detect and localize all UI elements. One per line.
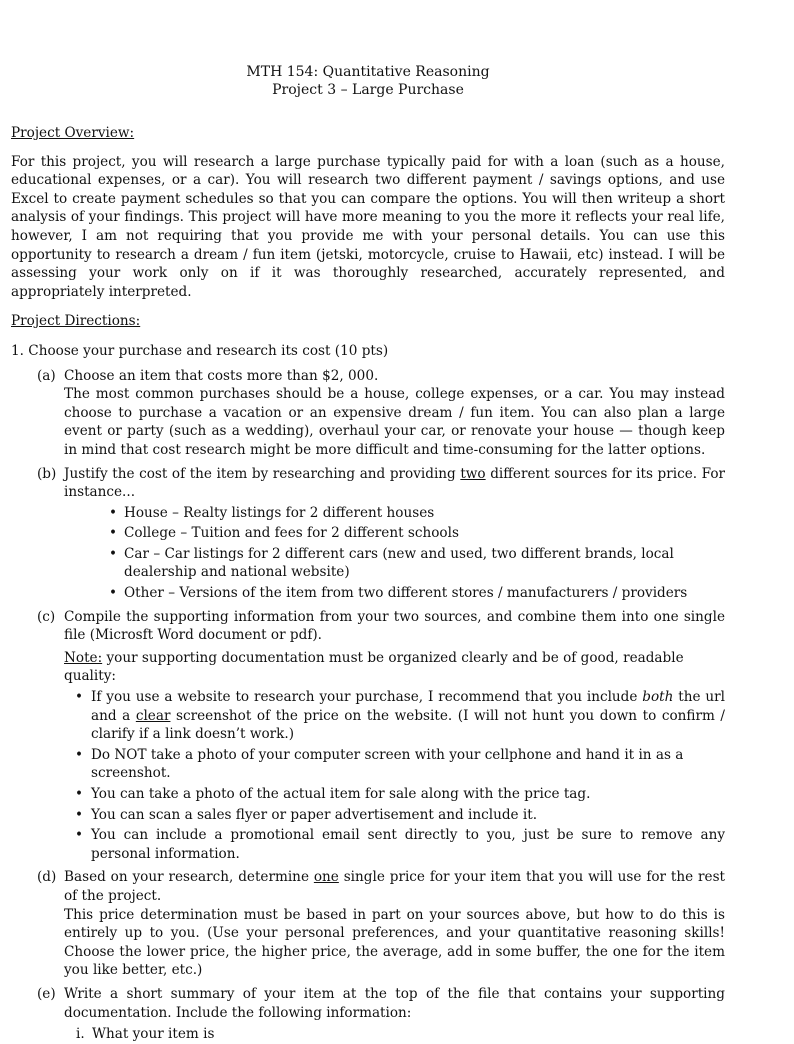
step-1c-note — [64, 649, 725, 686]
list-item — [64, 545, 725, 582]
bullet-text: Car – Car listings for 2 different cars (new and used, two different brands, local dealership and national website) — [124, 545, 674, 581]
step-1e-label: (e) — [37, 985, 56, 1002]
list-item — [64, 504, 725, 523]
bullet-text-emphasis: both — [642, 689, 674, 706]
course-title: MTH 154: Quantitative Reasoning — [246, 64, 490, 80]
step-1d-text-post: single price for your item that you will use for the rest of the project. — [64, 869, 726, 904]
step-1d-text2: This price determination must be based in part on your sources above, but how to do this is entirely up to you. (Use your personal preferences, and your quantitative reasoning skills! Choose the lower price, the higher price, the average, add in some buffer, the one for the item you like better, etc.) — [64, 906, 725, 979]
step-1b-text — [64, 465, 725, 502]
bullet-text-underlined: clear — [135, 707, 171, 724]
list-item — [64, 785, 725, 804]
step-1d-label: (d) — [37, 869, 57, 886]
step-1b — [11, 465, 725, 603]
bullet-text: College – Tuition and fees for 2 different schools — [124, 525, 459, 542]
step-1a-text: The most common purchases should be a house, college expenses, or a car. You may instead choose to purchase a vacation or an expensive dream / fun item. You can also plan a large event or party (such as a wedding), overhaul your car, or renovate your house — though keep in mind that cost research might be more difficult and time-consuming for the latter options. — [64, 386, 725, 458]
overview-paragraph: For this project, you will research a large purchase typically paid for with a loan (such as a house, educational expenses, or a car). You will research two different payment / savings options, and use Excel to create payment schedules so that you can compare the options. You will then writeup a short analysis of your findings. This project will have more meaning to you the more it reflects your real life, however, I am not requiring that you provide me with your personal details. You can use this opportunity to research a dream / fun item (jetski, motorcycle, cruise to Hawaii, etc) instead. I will be assessing your work only on if it was thoroughly researched, accurately represented, and appropriately interpreted. — [11, 153, 725, 300]
step-1a-line: Choose an item that costs more than $2, 000. — [64, 367, 379, 384]
bullet-text: Do NOT take a photo of your computer screen with your cellphone and hand it in as a screenshot. — [91, 746, 684, 782]
step-1c — [11, 608, 725, 864]
step-1a-label: (a) — [37, 367, 56, 384]
step-1-heading: 1. Choose your purchase and research its cost (10 pts) — [11, 342, 389, 359]
bullet-text: You can scan a sales flyer or paper advertisement and include it. — [91, 806, 538, 823]
list-item — [64, 806, 725, 825]
bullet-text: House – Realty listings for 2 different houses — [124, 504, 435, 521]
list-item — [64, 688, 725, 744]
step-1e-i-label: i. — [76, 1026, 85, 1043]
step-1c-text: Compile the supporting information from your two sources, and combine them into one single file (Microsft Word document or pdf). — [64, 608, 725, 644]
list-item — [64, 746, 725, 783]
step-1c-bullet-list — [64, 688, 725, 863]
document-title — [11, 63, 725, 99]
bullet-text: You can take a photo of the actual item for sale along with the price tag. — [91, 786, 591, 802]
bullet-icon: • — [109, 504, 118, 521]
step-1e-i — [64, 1025, 725, 1044]
step-1b-label: (b) — [37, 465, 57, 482]
step-1c-label: (c) — [37, 608, 56, 625]
note-text: your supporting documentation must be organized clearly and be of good, readable quality: — [64, 649, 684, 685]
note-label: Note: — [64, 649, 103, 666]
bullet-icon: • — [109, 545, 118, 562]
bullet-icon: • — [75, 806, 84, 823]
step-1b-text-post: different sources for its price. For instance... — [64, 465, 725, 501]
bullet-text: Other – Versions of the item from two different stores / manufacturers / providers — [124, 585, 688, 602]
bullet-text: If you use a website to research your purchase, I recommend that you include — [91, 689, 643, 706]
bullet-icon: • — [109, 525, 118, 542]
step-1b-text-pre: Justify the cost of the item by researching and providing — [64, 465, 461, 482]
bullet-text: the url and a — [91, 689, 725, 724]
list-item — [64, 524, 725, 543]
bullet-icon: • — [75, 746, 84, 763]
list-item — [64, 584, 725, 603]
step-1d-text-pre: Based on your research, determine — [64, 869, 314, 886]
bullet-icon: • — [75, 827, 84, 844]
bullet-icon: • — [75, 786, 84, 802]
step-1d-text-underlined: one — [313, 869, 339, 886]
step-1e-i-text: What your item is — [92, 1026, 215, 1043]
bullet-text: You can include a promotional email sent directly to you, just be sure to remove any personal information. — [91, 827, 725, 862]
step-1a — [11, 367, 725, 460]
bullet-text: screenshot of the price on the website. (I will not hunt you down to confirm / clarify if a link doesn’t work.) — [91, 707, 725, 743]
step-1d — [11, 868, 725, 980]
bullet-icon: • — [109, 585, 118, 602]
step-1b-bullet-list — [64, 504, 725, 603]
document-page — [11, 63, 725, 1044]
list-item — [64, 826, 725, 863]
directions-heading: Project Directions: — [11, 313, 141, 330]
overview-heading: Project Overview: — [11, 125, 135, 141]
bullet-icon: • — [75, 689, 84, 706]
step-1e — [11, 985, 725, 1044]
step-1e-text: Write a short summary of your item at the top of the file that contains your supporting documentation. Include the following information: — [64, 985, 725, 1021]
step-1b-text-underlined: two — [460, 465, 486, 482]
project-title: Project 3 – Large Purchase — [272, 82, 464, 98]
step-1d-text — [64, 868, 725, 905]
